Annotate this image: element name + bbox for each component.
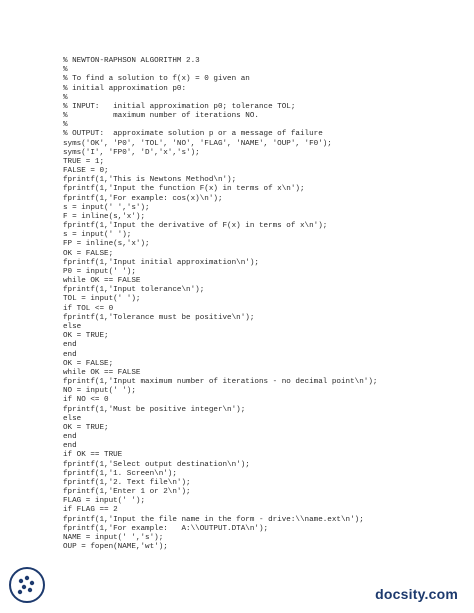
code-line: TRUE = 1; (63, 157, 105, 166)
code-line: fprintf(1,'Input the file name in the form - drive:\\name.ext\n'); (63, 515, 364, 524)
code-line: end (63, 341, 77, 350)
code-line: fprintf(1,'Tolerance must be positive\n'); (63, 313, 255, 322)
code-line: % NEWTON-RAPHSON ALGORITHM 2.3 (63, 57, 200, 65)
code-line: s = input(' '); (63, 231, 132, 240)
code-line: FALSE = 0; (63, 167, 109, 176)
code-line: fprintf(1,'For example: cos(x)\n'); (63, 194, 223, 203)
code-line: % (63, 66, 68, 75)
code-line: % (63, 121, 68, 130)
code-line: OK = TRUE; (63, 332, 109, 341)
code-line: end (63, 433, 77, 442)
code-line: NAME = input(' ','s'); (63, 533, 164, 542)
code-line: OUP = fopen(NAME,'wt'); (63, 543, 168, 552)
code-line: fprintf(1,'For example: A:\\OUTPUT.DTA\n'); (63, 524, 269, 533)
code-line: fprintf(1,'Input maximum number of iterations - no decimal point\n'); (63, 378, 378, 387)
code-line: % initial approximation p0: (63, 84, 187, 93)
code-line: % (63, 93, 68, 102)
code-line: fprintf(1,'1. Screen\n'); (63, 469, 177, 478)
code-line: else (63, 414, 82, 423)
code-line: fprintf(1,'Input initial approximation\n'); (63, 258, 259, 267)
code-line: fprintf(1,'Input tolerance\n'); (63, 286, 205, 295)
code-line: if TOL <= 0 (63, 304, 114, 313)
code-line: % OUTPUT: approximate solution p or a message of failure (63, 130, 323, 139)
code-line: fprintf(1,'Input the function F(x) in terms of x\n'); (63, 185, 305, 194)
code-line: P0 = input(' '); (63, 267, 136, 276)
code-listing (63, 57, 377, 552)
code-line: TOL = input(' '); (63, 295, 141, 304)
code-line: if NO <= 0 (63, 396, 109, 405)
code-line: end (63, 442, 77, 451)
code-line: FP = inline(s,'x'); (63, 240, 150, 249)
code-line: fprintf(1,'Input the derivative of F(x) in terms of x\n'); (63, 222, 328, 231)
code-line: while OK == FALSE (63, 277, 141, 286)
code-line: syms('OK', 'P0', 'TOL', 'NO', 'FLAG', 'NAME', 'OUP', 'F0'); (63, 139, 332, 148)
code-line: OK = FALSE; (63, 249, 114, 258)
code-line: % INPUT: initial approximation p0; tolerance TOL; (63, 102, 296, 111)
code-line: fprintf(1,'Select output destination\n'); (63, 460, 250, 469)
code-line: else (63, 322, 82, 331)
code-line: F = inline(s,'x'); (63, 212, 146, 221)
code-line: s = input(' ','s'); (63, 203, 150, 212)
code-line: fprintf(1,'Enter 1 or 2\n'); (63, 488, 191, 497)
code-line: NO = input(' '); (63, 387, 136, 396)
code-line: OK = TRUE; (63, 423, 109, 432)
docsity-logo-icon (8, 566, 46, 604)
code-line: % maximum number of iterations NO. (63, 112, 259, 121)
code-line: fprintf(1,'Must be positive integer\n'); (63, 405, 246, 414)
code-line: fprintf(1,'2. Text file\n'); (63, 478, 191, 487)
code-line: FLAG = input(' '); (63, 497, 146, 506)
code-line: if FLAG == 2 (63, 506, 118, 515)
code-line: end (63, 350, 77, 359)
brand-logo-text[interactable]: docsity.com (375, 586, 458, 602)
code-line: if OK == TRUE (63, 451, 123, 460)
code-line: fprintf(1,'This is Newtons Method\n'); (63, 176, 237, 185)
code-line: OK = FALSE; (63, 359, 114, 368)
code-line: % To find a solution to f(x) = 0 given an (63, 75, 250, 84)
code-line: while OK == FALSE (63, 368, 141, 377)
code-line: syms('I', 'FP0', 'D','x','s'); (63, 148, 200, 157)
